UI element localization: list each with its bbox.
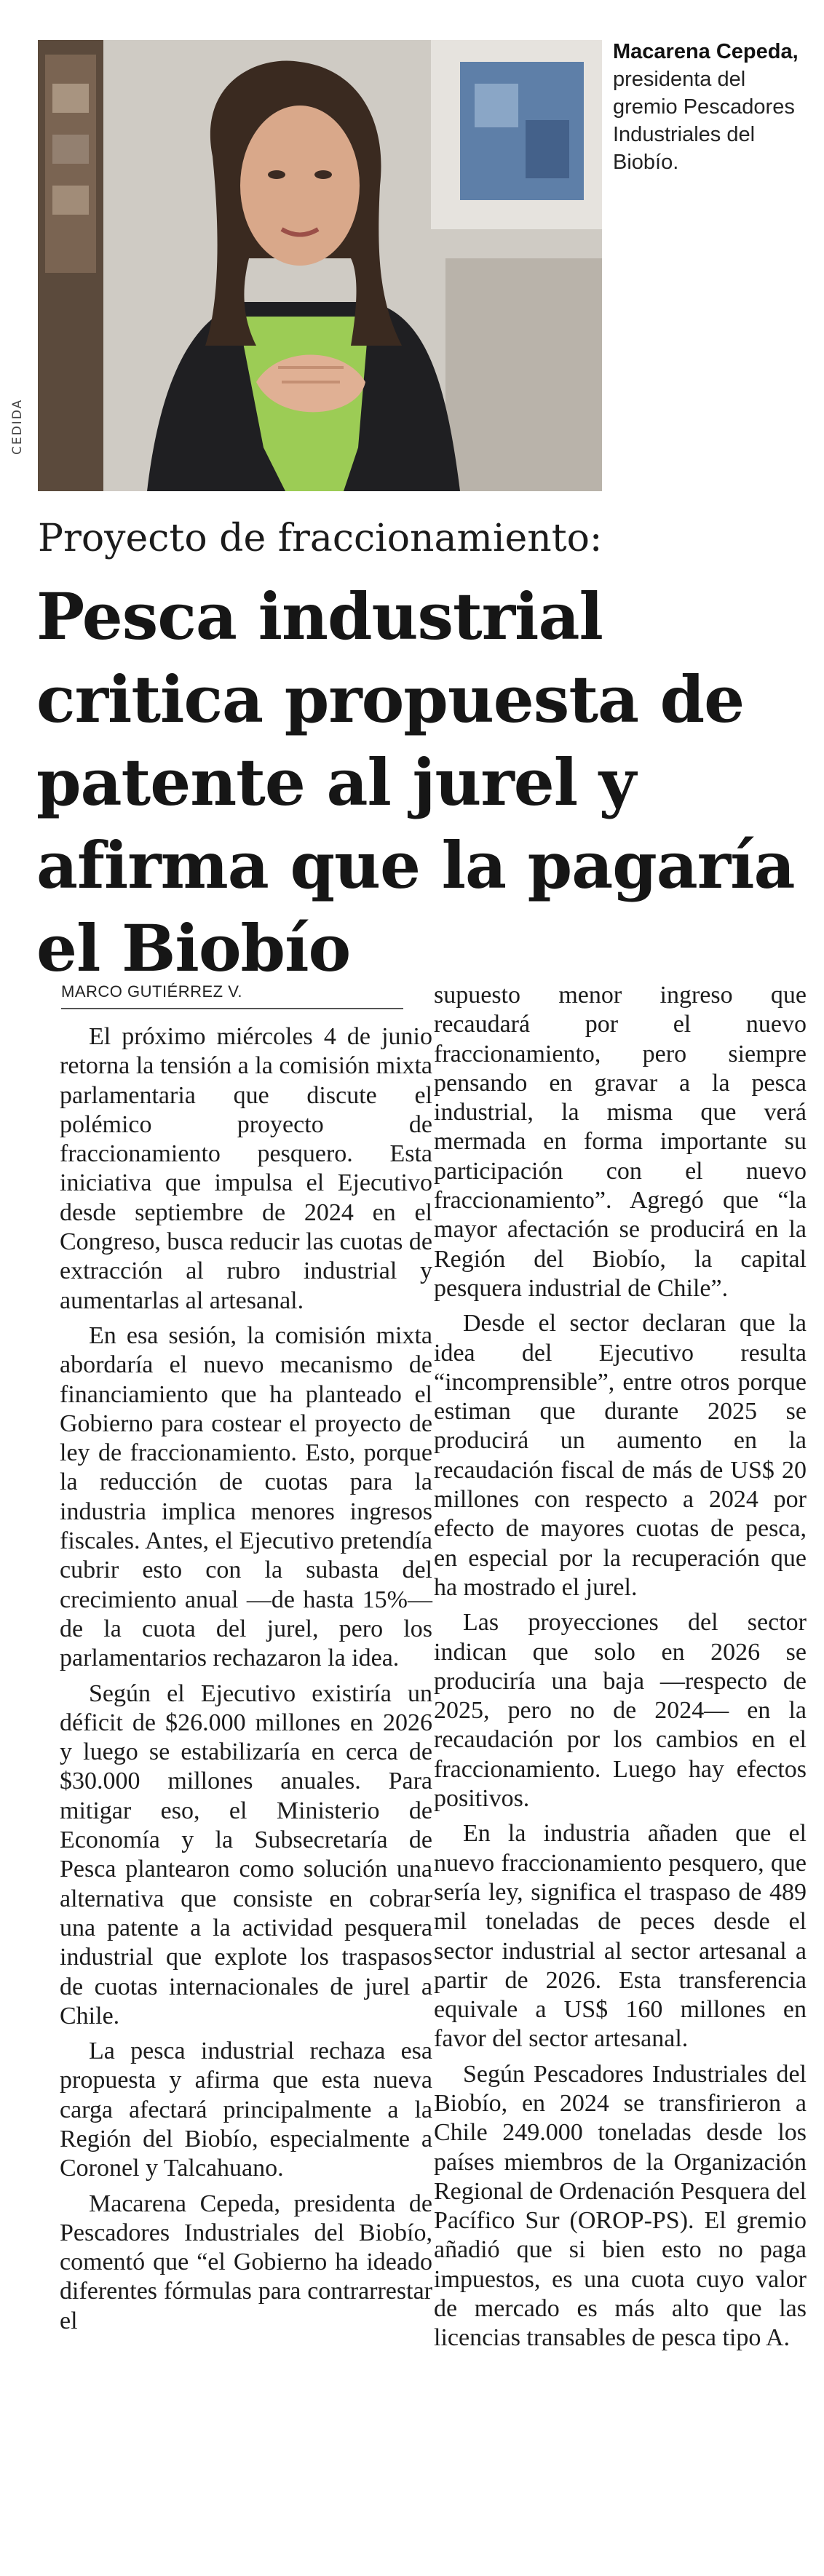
body-column-right [434,981,807,2359]
paragraph: La pesca industrial rechaza esa propuesta y afirma que esta nueva carga afectará principalmente a la Región del Biobío, especialmente a Coronel y Talcahuano. [60,2038,432,2182]
photo-credit: CEDIDA [10,398,25,455]
caption-name: Macarena Cepeda, [613,40,799,63]
paragraph: Macarena Cepeda, presidenta de Pescadores Industriales del Biobío, comentó que “el Gobierno ha ideado diferentes fórmulas para contrarrestar el [60,2190,432,2334]
paragraph: Desde el sector declaran que la idea del Ejecutivo resulta “incomprensible”, entre otros porque estiman que durante 2025 se producirá un aumento en la recaudación fiscal de más de US$ 20 millones con respecto a 2024 por efecto de mayores cuotas de pesca, en especial por la recuperación que ha mostrado el jurel. [434,1310,807,1601]
portrait-image [38,40,602,491]
headline [36,575,815,990]
headline-part1: Pesca industrial [36,579,603,654]
headline-bold: critica propuesta de patente al jurel [36,661,745,820]
caption-text: presidenta del gremio Pescadores Industriales del Biobío. [613,68,795,174]
paragraph: El próximo miércoles 4 de junio retorna la tensión a la comisión mixta parlamentaria que discute el polémico proyecto de fraccionamiento pesquero. Esta iniciativa que impulsa el Ejecutivo desde septiembre de 2024 en el Congreso, busca reducir las cuotas de extracción al rubro industrial y aumentarlas al artesanal. [60,1023,432,1314]
body-column-left [60,1022,432,2342]
byline-divider [61,1008,403,1009]
photo-caption [613,38,809,176]
paragraph: Según Pescadores Industriales del Biobío, en 2024 se transfirieron a Chile 249.000 toneladas desde los países miembros de la Organización Regional de Ordenación Pesquera del Pacífico Sur (OROP-PS). El gremio añadió que si bien esto no paga impuestos, es una cuota cuyo valor de mercado es más alto que las licencias transables de pesca tipo A. [434,2060,807,2352]
paragraph-continued: supuesto menor ingreso que recaudará por el nuevo fraccionamiento, pero siempre pensando en gravar a la pesca industrial, la misma que verá mermada en forma importante su participación con el nuevo fraccionamiento”. Agregó que “la mayor afectación se producirá en la Región del Biobío, la capital pesquera industrial de Chile”. [434,982,807,1302]
paragraph: En la industria añaden que el nuevo fraccionamiento pesquero, que sería ley, significa el traspaso de 489 mil toneladas de peces desde el sector industrial al sector artesanal a partir de 2026. Esta transferencia equivale a US$ 160 millones en favor del sector artesanal. [434,1820,807,2053]
headline-kicker: Proyecto de fraccionamiento: [38,517,603,560]
portrait-photo [38,40,602,491]
paragraph: Según el Ejecutivo existiría un déficit de $26.000 millones en 2026 y luego se estabilizaría en cerca de $30.000 millones anuales. Para mitigar eso, el Ministerio de Economía y la Subsecretaría de Pesca plantearon como solución una alternativa que consiste en cobrar una patente a la actividad pesquera industrial que explote los traspasos de cuotas internacionales de jurel a Chile. [60,1679,432,2030]
byline: MARCO GUTIÉRREZ V. [61,982,242,1001]
headline-part2: y afirma que la pagaría el Biobío [36,744,795,986]
paragraph: Las proyecciones del sector indican que solo en 2026 se produciría una baja —respecto de 2025, pero no de 2024— en la recaudación por los cambios en el fraccionamiento. Luego hay efectos positivos. [434,1609,807,1813]
paragraph: En esa sesión, la comisión mixta abordaría el nuevo mecanismo de financiamiento que ha planteado el Gobierno para costear el proyecto de ley de fraccionamiento. Esto, porque la reducción de cuotas para la industria implica menores ingresos fiscales. Antes, el Ejecutivo pretendía cubrir esto con la subasta del crecimiento anual —de hasta 15%— de la cuota del jurel, pero los parlamentarios rechazaron la idea. [60,1321,432,1672]
